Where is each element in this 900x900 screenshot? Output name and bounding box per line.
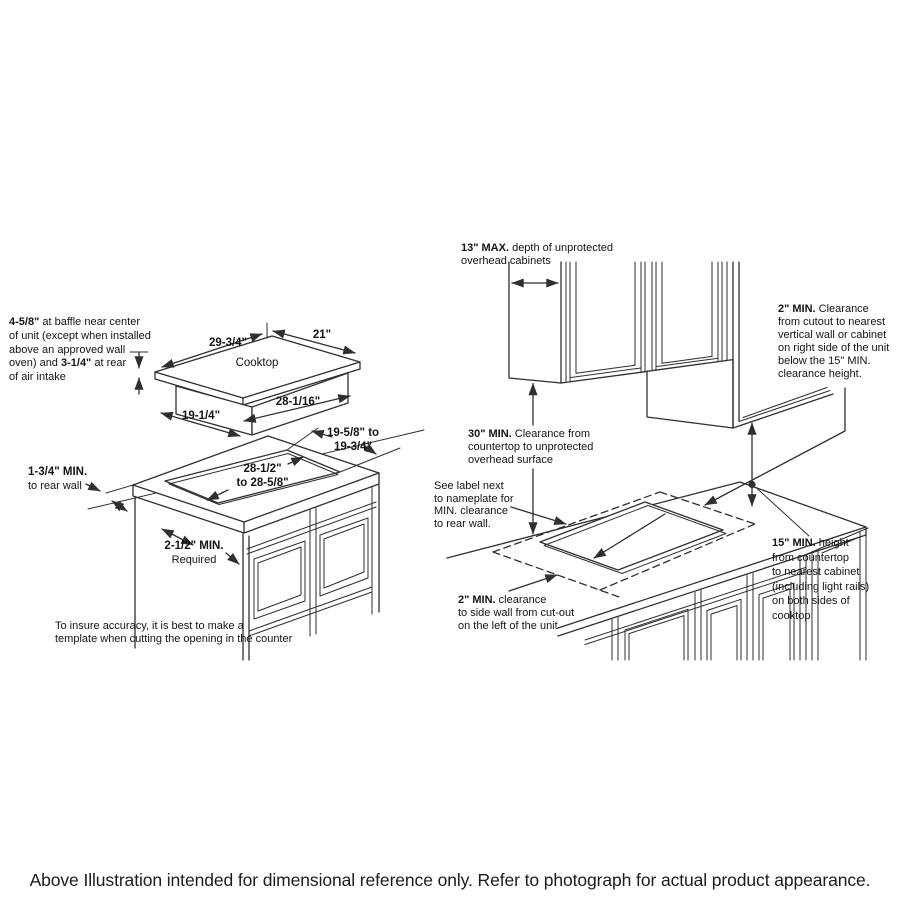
label-right-clearance: 2" MIN. Clearance from cutout to nearest vertical wall or cabinet on right side of the unit below the 15" MIN. clearance height. [778,303,890,380]
label-overhead-clearance: 30" MIN. Clearance from countertop to unprotected overhead surface [468,428,594,466]
template-note: To insure accuracy, it is best to make a template when cutting the opening in the counter [55,620,293,645]
dimension-note-baffle: 4-5/8" at baffle near center of unit (except when installed above an approved wall oven) and 3-1/4" at rear of air intake [9,316,151,384]
label-height-clearance: 15" MIN. height from countertop to nearest cabinet (including light rails) on both sides of cooktop [772,537,870,622]
label-max-depth: 13" MAX. depth of unprotected overhead cabinets [461,242,613,267]
dim-label-bottom-depth: 19-1/4" [181,410,221,422]
dim-label-top-depth: 21" [312,329,332,341]
reference-caption: Above Illustration intended for dimensional reference only. Refer to photograph for actual product appearance. [29,870,871,890]
dim-label-rear-wall: 1-3/4" MIN. to rear wall [28,466,88,492]
dim-label-bottom-width: 28-1/16" [275,396,321,408]
dim-label-cutout-width: 28-1/2" to 28-5/8" [236,463,289,489]
dim-label-cutout-depth: 19-5/8" to 19-3/4" [326,427,380,453]
dim-label-overhang: 2-1/2" MIN. Required [164,540,224,566]
dim-label-top-width: 29-3/4" [208,337,248,349]
label-see-nameplate: See label next to nameplate for MIN. clearance to rear wall. [434,480,514,531]
cooktop-label: Cooktop [235,357,279,369]
label-left-clearance: 2" MIN. clearance to side wall from cut-out on the left of the unit [458,594,575,633]
